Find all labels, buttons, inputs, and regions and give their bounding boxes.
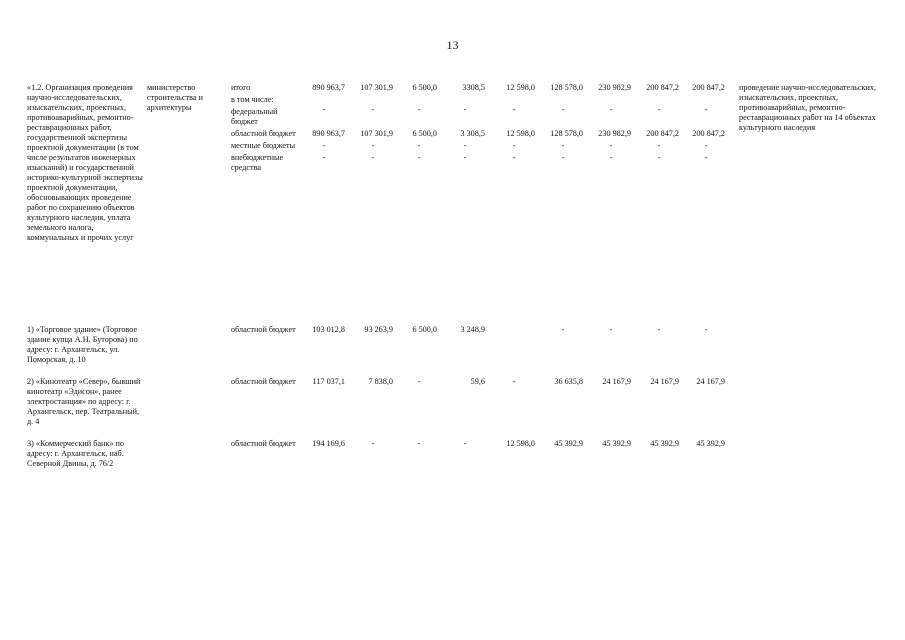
cell-value: - — [417, 377, 421, 386]
cell-value: - — [322, 153, 326, 162]
source-label: областной бюджет — [231, 377, 296, 386]
cell-value: - — [561, 141, 565, 150]
subitem-name: 1) «Торговое здание» (Торговое здание купца А.Н. Буторова) по адресу: г. Архангельск, ул. Поморская, д. 10 — [27, 325, 138, 364]
cell-value: 107 301,9 — [360, 83, 393, 92]
cell-value: - — [417, 153, 421, 162]
cell-value: - — [561, 153, 565, 162]
source-label: итого — [231, 83, 251, 92]
table-row-subitem-2 — [27, 377, 879, 427]
cell-value: 117 037,1 — [312, 377, 345, 386]
cell-value: - — [609, 153, 613, 162]
cell-value: - — [609, 325, 613, 334]
cell-value: 3 308,5 — [460, 129, 485, 138]
subitem-name: 2) «Кинотеатр «Север», бывший кинотеатр «Эдисон», ранее электростанция» по адресу: г. Архангельск, пер. Театральный, д. 4 — [27, 377, 141, 426]
cell-value: 200 847,2 — [692, 83, 725, 92]
cell-value: 230 982,9 — [598, 83, 631, 92]
cell-value: 6 500,0 — [412, 129, 437, 138]
table-row-main-total — [27, 83, 879, 93]
cell-value: 12 598,0 — [506, 439, 535, 448]
cell-value: - — [704, 153, 708, 162]
cell-value: - — [512, 377, 516, 386]
cell-value: - — [657, 141, 661, 150]
cell-value: - — [609, 105, 613, 114]
cell-value: - — [512, 153, 516, 162]
cell-value: - — [657, 105, 661, 114]
cell-value: 12 598,0 — [506, 83, 535, 92]
main-item-executor: министерство строительства и архитектуры — [147, 83, 203, 112]
cell-value: - — [463, 141, 467, 150]
table-row-subitem-3 — [27, 439, 879, 469]
cell-value: - — [704, 141, 708, 150]
cell-value: - — [561, 325, 565, 334]
cell-value: - — [657, 153, 661, 162]
cell-value: - — [561, 105, 565, 114]
source-label: внебюджетные средства — [231, 153, 284, 172]
source-label: областной бюджет — [231, 439, 296, 448]
cell-value: - — [417, 105, 421, 114]
cell-value: - — [417, 439, 421, 448]
cell-value: - — [463, 105, 467, 114]
cell-value: - — [371, 105, 375, 114]
main-item-result: проведение научно-исследовательских, изыскательских, проектных, противоаварийных, ремонтно-реставрационных работ на 14 объектах культурного наследия — [739, 83, 877, 132]
cell-value: 890 963,7 — [312, 129, 345, 138]
cell-value: - — [704, 325, 708, 334]
cell-value: 45 392,9 — [602, 439, 631, 448]
cell-value: - — [512, 105, 516, 114]
cell-value: 36 635,8 — [554, 377, 583, 386]
cell-value: 107 301,9 — [360, 129, 393, 138]
main-item-name: «1.2. Организация проведения научно-исследовательских, изыскательских, проектных, противоаварийных, ремонтно-реставрационных работ, государственной экспертизы проектной документации (в том числе результатов инженерных изысканий) и государственной историко-культурной экспертизы проектной документации, обосновывающих проведение работ по сохранению объектов культурного наследия, уплата земельного налога, коммунальных и прочих услуг — [27, 83, 143, 242]
cell-value: - — [463, 439, 467, 448]
cell-value: 59,6 — [470, 377, 485, 386]
cell-value: 194 169,6 — [312, 439, 345, 448]
program-table — [27, 83, 879, 469]
cell-value: - — [657, 325, 661, 334]
cell-value: 230 982,9 — [598, 129, 631, 138]
cell-value: 128 578,0 — [550, 83, 583, 92]
cell-value: - — [371, 153, 375, 162]
cell-value: 45 392,9 — [554, 439, 583, 448]
cell-value: 200 847,2 — [646, 129, 679, 138]
cell-value: 3 248,9 — [460, 325, 485, 334]
cell-value: 200 847,2 — [646, 83, 679, 92]
cell-value: - — [609, 141, 613, 150]
cell-value: - — [704, 105, 708, 114]
cell-value: - — [512, 141, 516, 150]
cell-value: 890 963,7 — [312, 83, 345, 92]
source-label: в том числе: — [231, 95, 274, 104]
page-number: 13 — [446, 38, 459, 52]
cell-value: - — [371, 141, 375, 150]
subitem-name: 3) «Коммерческий банк» по адресу: г. Архангельск, наб. Северной Двины, д. 76/2 — [27, 439, 124, 468]
cell-value: 24 167,9 — [602, 377, 631, 386]
cell-value: - — [463, 153, 467, 162]
source-label: областной бюджет — [231, 325, 296, 334]
cell-value: - — [322, 141, 326, 150]
cell-value: 93 263,9 — [364, 325, 393, 334]
cell-value: - — [322, 105, 326, 114]
cell-value: 12 598,0 — [506, 129, 535, 138]
cell-value: 45 392,9 — [650, 439, 679, 448]
table-row-subitem-1 — [27, 325, 879, 365]
cell-value: 24 167,9 — [650, 377, 679, 386]
cell-value: 7 838,0 — [368, 377, 393, 386]
cell-value: 45 392,9 — [696, 439, 725, 448]
cell-value: 24 167,9 — [696, 377, 725, 386]
cell-value: 6 500,0 — [412, 83, 437, 92]
cell-value — [489, 325, 539, 365]
cell-value: 6 500,0 — [412, 325, 437, 334]
cell-value: 103 012,8 — [312, 325, 345, 334]
cell-value: - — [417, 141, 421, 150]
source-label: областной бюджет — [231, 129, 296, 138]
cell-value: 3308,5 — [462, 83, 485, 92]
source-label: местные бюджеты — [231, 141, 296, 150]
cell-value: 128 578,0 — [550, 129, 583, 138]
source-label: федеральный бюджет — [231, 107, 278, 126]
cell-value: - — [371, 439, 375, 448]
cell-value: 200 847,2 — [692, 129, 725, 138]
